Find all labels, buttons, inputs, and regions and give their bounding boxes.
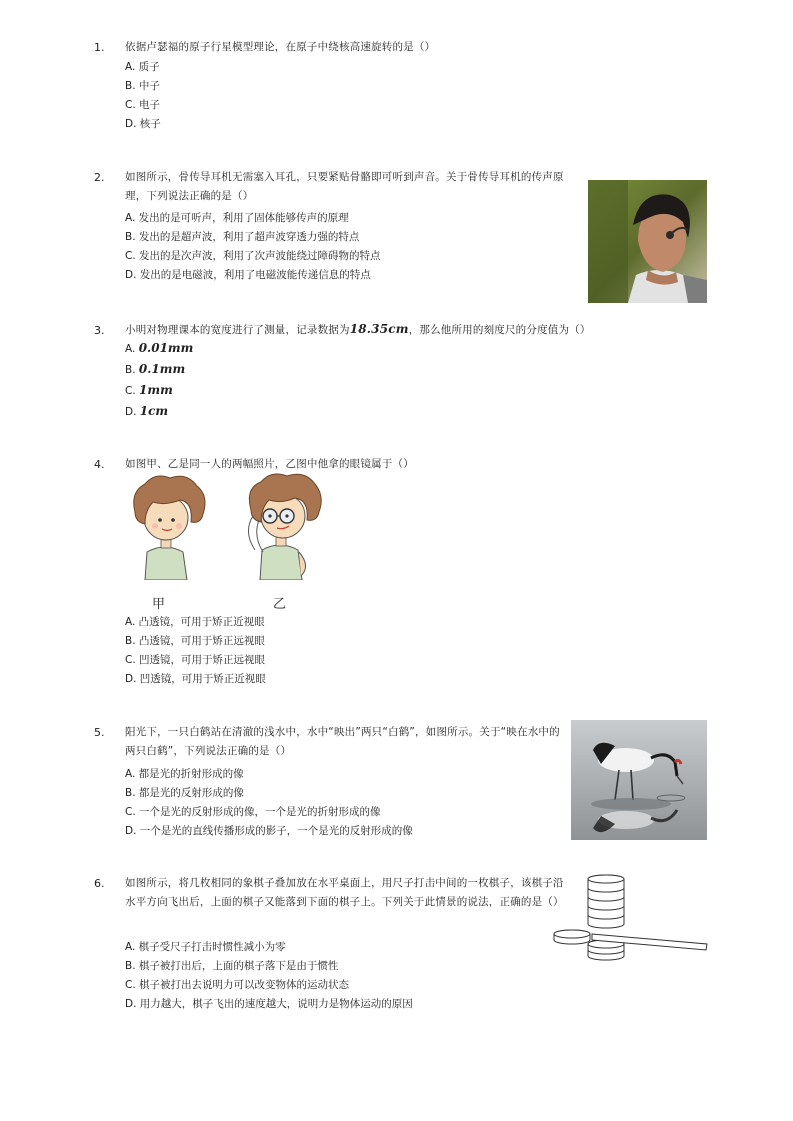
boy-glasses-figure [125,472,325,580]
option-d: D. 一个是光的直线传播形成的影子，一个是光的反射形成的像 [125,825,413,837]
bone-conduction-headphone-photo [588,180,707,303]
option-c: C. 凹透镜，可用于矫正远视眼 [125,654,266,666]
option-c: C. 电子 [125,99,161,111]
question-number: 3. [94,324,105,337]
option-b: B. 中子 [125,80,160,92]
option-letter: A. [125,343,139,355]
option-a: A. 质子 [125,61,160,73]
option-c: C. 发出的是次声波，利用了次声波能绕过障碍物的特点 [125,250,381,262]
option-b: B. 凸透镜，可用于矫正远视眼 [125,635,265,647]
chess-pieces-ruler-figure [552,872,710,964]
option-value: 0.1mm [138,362,186,376]
question-stem-before: 小明对物理课本的宽度进行了测量，记录数据为 [125,324,350,336]
question-number: 5. [94,726,105,739]
question-stem [125,320,745,340]
option-a: A. 发出的是可听声，利用了固体能够传声的原理 [125,212,349,224]
option-d: D. 发出的是电磁波，利用了电磁波能传递信息的特点 [125,269,371,281]
option-b: B. 棋子被打出后，上面的棋子落下是由于惯性 [125,960,339,972]
question-stem: 阳光下，一只白鹤站在清澈的浅水中，水中“映出”两只“白鹤”，如图所示。关于“映在水中的两只白鹤”，下列说法正确的是（） [125,726,560,757]
option-letter: B. [125,364,139,376]
option-letter: C. [125,385,140,397]
question-number: 2. [94,171,105,184]
option-value: 1cm [139,404,169,418]
option-c: C. 一个是光的反射形成的像，一个是光的折射形成的像 [125,806,381,818]
option-d: D. 凹透镜，可用于矫正近视眼 [125,673,266,685]
figure-label-yi: 乙 [273,597,287,612]
option-a: A. 凸透镜，可用于矫正近视眼 [125,616,265,628]
question-number: 4. [94,458,105,471]
question-stem: 如图甲、乙是同一人的两幅照片，乙图中他拿的眼镜属于（） [125,458,414,470]
option-a [125,341,193,356]
option-value: 0.01mm [138,341,194,355]
question-stem-after: ，那么他所用的刻度尺的分度值为（） [408,324,591,336]
option-a: A. 棋子受尺子打击时惯性减小为零 [125,941,286,953]
figure-yi-boy [248,474,321,580]
figure-label-jia: 甲 [152,597,166,612]
figure-jia-boy [134,476,205,580]
option-c: C. 棋子被打出去说明力可以改变物体的运动状态 [125,979,350,991]
option-letter: D. [125,406,140,418]
option-b: B. 发出的是超声波，利用了超声波穿透力强的特点 [125,231,360,243]
question-number: 6. [94,877,105,890]
option-d [125,404,168,419]
option-c [125,383,173,398]
option-b: B. 都是光的反射形成的像 [125,787,244,799]
crane-reflection-photo [571,720,707,840]
question-stem: 依据卢瑟福的原子行星模型理论，在原子中绕核高速旋转的是（） [125,41,436,53]
option-value: 1mm [139,383,173,397]
question-number: 1. [94,41,105,54]
question-stem-value: 18.35cm [349,322,409,336]
option-b [125,362,185,377]
option-d: D. 核子 [125,118,161,130]
option-a: A. 都是光的折射形成的像 [125,768,244,780]
option-d: D. 用力越大，棋子飞出的速度越大，说明力是物体运动的原因 [125,998,413,1010]
question-stem: 如图所示，骨传导耳机无需塞入耳孔，只要紧贴骨骼即可听到声音。关于骨传导耳机的传声原理，下列说法正确的是（） [125,171,564,202]
question-stem: 如图所示，将几枚相同的象棋子叠加放在水平桌面上，用尺子打击中间的一枚棋子，该棋子沿水平方向飞出后，上面的棋子又能落到下面的棋子上。下列关于此情景的说法，正确的是（） [125,877,564,908]
